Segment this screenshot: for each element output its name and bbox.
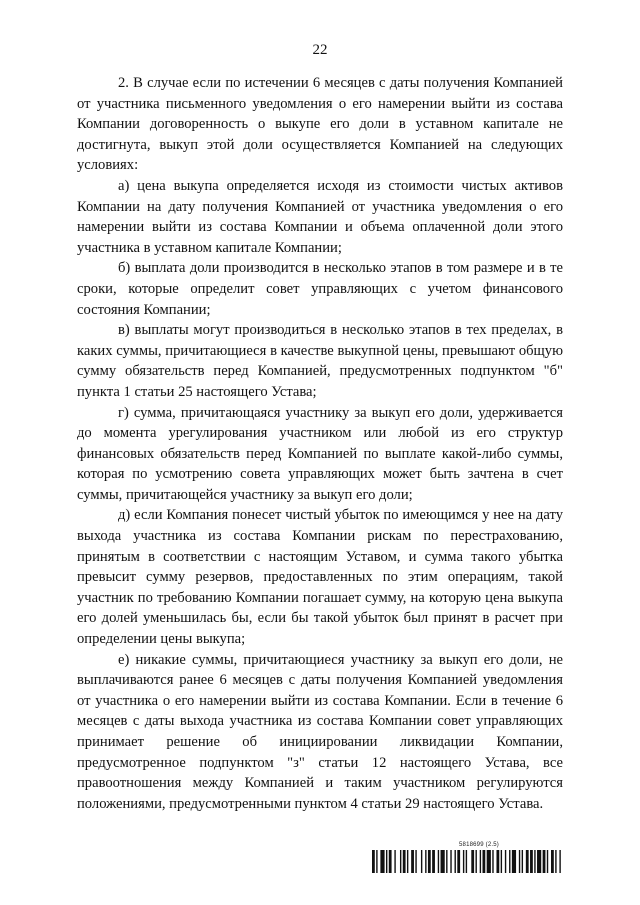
paragraph-2v: в) выплаты могут производиться в несколько этапов в тех пределах, в каких суммы, причитающиеся в качестве выкупной цены, превышают общую сумму обязательств перед Компанией, предусмотренных подпунктом "б" пункта 1 статьи 25 настоящего Устава; — [77, 322, 563, 400]
document-code: 5818699 (2.5) — [459, 842, 499, 848]
paragraph-2d: д) если Компания понесет чистый убыток по имеющимся у нее на дату выхода участника из состава Компании рискам по перестрахованию, принятым в соответствии с настоящим Уставом, и сумма такого убытка превысит сумму резервов, предоставленных по этим операциям, такой участник по требованию Компании погашает сумму, на которую цена выкупа его долей уменьшилась бы, если бы такой убыток был принят в расчет при определении цены выкупа; — [77, 507, 563, 648]
paragraph-2e: е) никакие суммы, причитающиеся участнику за выкуп его доли, не выплачиваются ранее 6 месяцев с даты получения Компанией уведомления от участника о его намерении выйти из состава Компании. Если в течение 6 месяцев с даты выхода участника из состава Компании совет управляющих принимает решение об инициировании ликвидации Компании, предусмотренное подпунктом "з" статьи 12 настоящего Устава, все правоотношения между Компанией и таким участником регулируются положениями, предусмотренными пунктом 4 статьи 29 настоящего Устава. — [77, 651, 563, 812]
paragraph-2a: а) цена выкупа определяется исходя из стоимости чистых активов Компании на дату получения Компанией от участника уведомления о его намерении выйти из состава Компании и объема оплаченной доли этого участника в уставном капитале Компании; — [77, 177, 563, 256]
page-number: 22 — [312, 42, 328, 58]
paragraph-2g: г) сумма, причитающаяся участнику за выкуп его доли, удерживается до момента урегулирования участником или любой из его структур финансовых обязательств перед Компанией по выплате какой-либо суммы, которая по усмотрению совета управляющих может быть зачтена в счет суммы, причитающейся участнику за выкуп его доли; — [77, 404, 563, 503]
barcode — [372, 850, 565, 873]
document-body — [77, 73, 563, 814]
paragraph-2: 2. В случае если по истечении 6 месяцев с даты получения Компанией от участника письменного уведомления о его намерении выйти из состава Компании договоренность о выкупе его доли в уставном капитале не достигнута, выкуп этой доли осуществляется Компанией на следующих условиях: — [77, 75, 563, 174]
paragraph-2b: б) выплата доли производится в несколько этапов в том размере и в те сроки, которые определит совет управляющих с учетом финансового состояния Компании; — [77, 260, 563, 318]
